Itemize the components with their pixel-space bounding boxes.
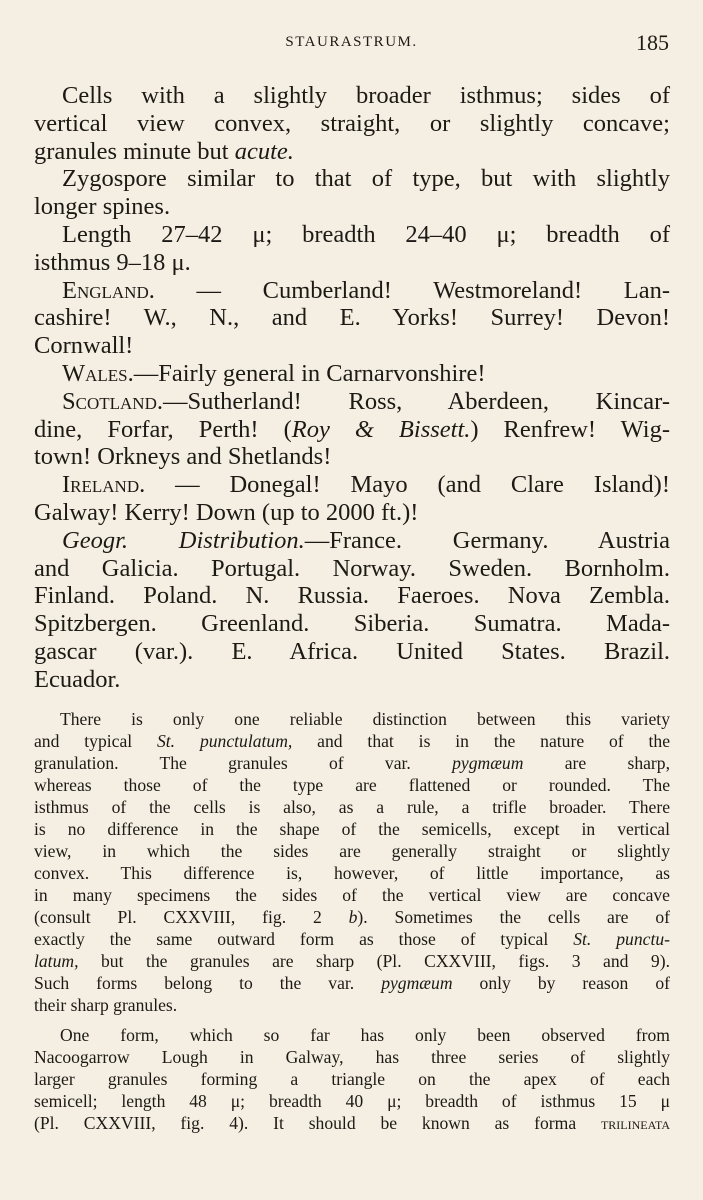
geogr-label: Geogr. Distribution.: [62, 526, 305, 554]
cells-line-3: granules minute but acute.: [34, 137, 294, 165]
wales-line: Wales.—Fairly general in Carnarvonshire!: [62, 359, 486, 387]
discussion-p2-line-4: semicell; length 48 μ; breadth 40 μ; breadth of isthmus 15 μ: [34, 1091, 670, 1111]
scotland-label: Scotland.: [62, 387, 163, 415]
discussion-p2-line-2: Nacoogarrow Lough in Galway, has three series of slightly: [34, 1047, 670, 1067]
england-line-3: Cornwall!: [34, 332, 134, 360]
cells-line-2: vertical view convex, straight, or slightly concave;: [34, 109, 670, 137]
discussion-p1-line-13: Such forms belong to the var. pygmæum only by reason of: [34, 973, 670, 993]
discussion-p1-line-6: is no difference in the shape of the semicells, except in vertical: [34, 819, 670, 839]
discussion-p1-line-14: their sharp granules.: [34, 995, 178, 1015]
discussion-p1-line-11: exactly the same outward form as those of typical St. punctu-: [34, 929, 671, 949]
discussion-p1-line-7: view, in which the sides are generally straight or slightly: [34, 841, 670, 861]
geogr-line-4: Spitzbergen. Greenland. Siberia. Sumatra. Mada-: [34, 610, 670, 638]
discussion-p1-line-10: (consult Pl. CXXVIII, fig. 2 b). Sometimes the cells are of: [34, 907, 671, 927]
discussion-p1-line-9: in many specimens the sides of the vertical view are concave: [34, 885, 670, 905]
discussion-p1-line-1: There is only one reliable distinction between this variety: [60, 709, 670, 729]
scotland-line-1: Scotland.—Sutherland! Ross, Aberdeen, Kincar-: [62, 387, 670, 415]
ireland-label: Ireland.: [62, 471, 146, 499]
discussion-p1-line-8: convex. This difference is, however, of little importance, as: [34, 863, 670, 883]
geogr-line-2: and Galicia. Portugal. Norway. Sweden. Bornholm.: [34, 554, 670, 582]
zygospore-line-1: Zygospore similar to that of type, but with slightly: [62, 165, 670, 193]
discussion-p1-line-2: and typical St. punctulatum, and that is in the nature of the: [34, 731, 670, 751]
ireland-line-2: Galway! Kerry! Down (up to 2000 ft.)!: [34, 498, 419, 526]
discussion: [34, 708, 670, 1134]
page-number: 185: [636, 30, 669, 55]
discussion-p1-line-5: isthmus of the cells is also, as a rule, a trifle broader. There: [34, 797, 670, 817]
page-header: [34, 30, 669, 56]
england-line-1: England. — Cumberland! Westmoreland! Lan-: [62, 276, 670, 304]
discussion-p2-line-1: One form, which so far has only been observed from: [60, 1025, 670, 1045]
discussion-p1-line-3: granulation. The granules of var. pygmæum are sharp,: [34, 753, 670, 773]
discussion-p2-line-5: (Pl. CXXVIII, fig. 4). It should be known as forma trilineata: [34, 1113, 670, 1133]
geogr-line-1: Geogr. Distribution.—France. Germany. Austria: [62, 526, 671, 554]
variety-description: [34, 82, 670, 694]
ireland-line-1: Ireland. — Donegal! Mayo (and Clare Island)!: [62, 471, 670, 499]
measurements-line-2: isthmus 9–18 μ.: [34, 248, 191, 276]
discussion-p2-line-3: larger granules forming a triangle on the apex of each: [34, 1069, 670, 1089]
forma-name: trilineata: [600, 1113, 670, 1133]
geogr-line-5: gascar (var.). E. Africa. United States. Brazil.: [34, 637, 670, 665]
england-line-2: cashire! W., N., and E. Yorks! Surrey! Devon!: [34, 304, 670, 332]
cells-line-1: Cells with a slightly broader isthmus; sides of: [62, 82, 670, 109]
geogr-line-6: Ecuador.: [34, 665, 121, 693]
england-label: England.: [62, 276, 155, 304]
zygospore-line-2: longer spines.: [34, 193, 171, 221]
scotland-line-2: dine, Forfar, Perth! (Roy & Bissett.) Renfrew! Wig-: [34, 415, 670, 443]
scotland-line-3: town! Orkneys and Shetlands!: [34, 443, 332, 471]
discussion-p1-line-4: whereas those of the type are flattened or rounded. The: [34, 775, 670, 795]
geogr-line-3: Finland. Poland. N. Russia. Faeroes. Nova Zembla.: [34, 582, 670, 610]
running-head: STAURASTRUM.: [285, 34, 418, 50]
measurements-line-1: Length 27–42 μ; breadth 24–40 μ; breadth of: [62, 220, 670, 248]
discussion-p1-line-12: latum, but the granules are sharp (Pl. CXXVIII, figs. 3 and 9).: [34, 951, 670, 971]
wales-label: Wales.: [62, 359, 134, 387]
